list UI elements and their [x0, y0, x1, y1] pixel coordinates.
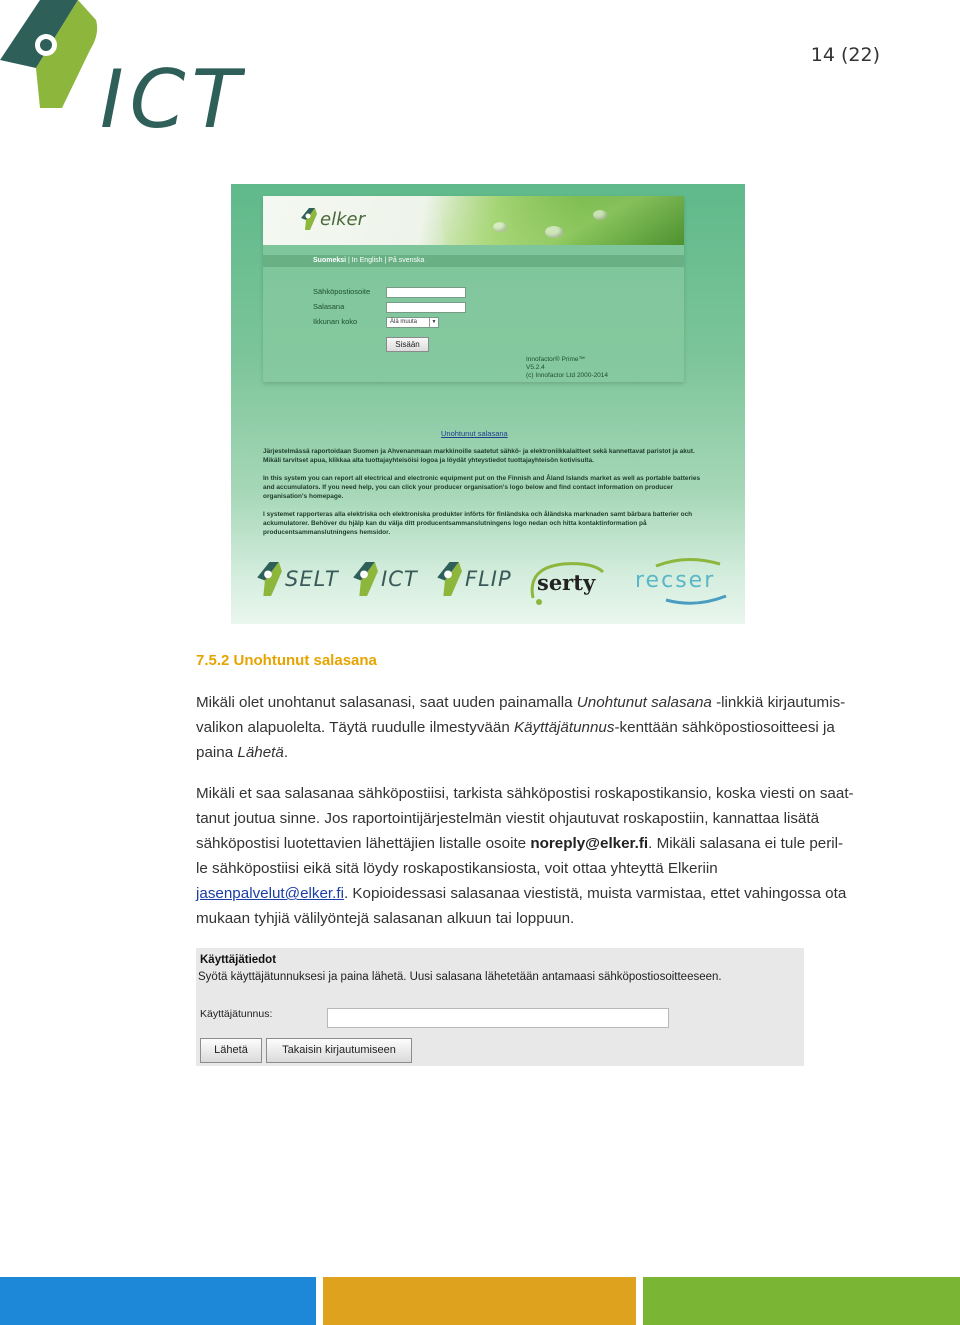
text: . Mikäli salasana ei tule peril-	[648, 835, 844, 852]
info-english: In this system you can report all electrical and electronic equipment put on the Finnish and Åland Islands market as well as portable batteries and accumulators. If you need help, you can click your producer organisation's logo below and find contact information on producer organisation's homepage.	[263, 475, 701, 500]
text: paina	[196, 744, 238, 761]
ict-logo-text: ICT	[381, 567, 418, 591]
text: Mikäli olet unohtanut salasanasi, saat uuden painamalla	[196, 694, 577, 711]
product-copyright: (c) Innofactor Ltd 2000-2014	[526, 372, 609, 379]
text: -kenttään sähköpostiosoitteesi ja	[614, 719, 835, 736]
product-version: V5.2.4	[526, 364, 545, 371]
ict-logo-mark-icon	[0, 0, 245, 135]
recser-logo[interactable]: recser	[635, 568, 716, 593]
partner-logos	[251, 556, 741, 610]
user-info-screenshot	[196, 948, 804, 1066]
language-separator: |	[346, 257, 352, 264]
footer-bar-blue	[0, 1277, 316, 1325]
flip-logo[interactable]	[433, 562, 512, 596]
elker-brand-text: elker	[320, 208, 365, 230]
password-input[interactable]	[386, 302, 466, 313]
paragraph-2	[196, 781, 896, 931]
send-button[interactable]: Lähetä	[200, 1038, 262, 1063]
text: -linkkiä kirjautumis-	[711, 694, 846, 711]
text: tanut joutua sinne. Jos raportointijärjestelmän viestit ohjautuvat roskapostiin, kannattaa lisätä	[196, 810, 820, 827]
water-drop-icon	[493, 222, 507, 232]
product-name: Innofactor® Prime™	[526, 356, 585, 363]
noreply-email: noreply@elker.fi	[530, 835, 649, 852]
login-button[interactable]: Sisään	[386, 337, 429, 352]
flip-mark-icon	[433, 562, 463, 596]
login-panel	[263, 196, 684, 382]
elker-logo	[299, 208, 365, 230]
selt-logo-text: SELT	[285, 567, 339, 591]
ict-mark-icon	[349, 562, 379, 596]
water-drop-icon	[545, 226, 563, 238]
username-term: Käyttäjätunnus	[514, 719, 615, 736]
serty-logo[interactable]: serty	[537, 570, 596, 595]
form-title: Käyttäjätiedot	[200, 954, 277, 966]
selt-mark-icon	[253, 562, 283, 596]
selt-logo[interactable]	[253, 562, 339, 596]
svg-text:ICT: ICT	[100, 53, 245, 135]
language-separator: |	[382, 257, 389, 264]
flip-logo-text: FLIP	[465, 567, 512, 591]
footer-bar-green	[643, 1277, 960, 1325]
info-swedish: I systemet rapporteras alla elektriska och elektroniska produkter införts för finländska och åländska marknaden samt bärbara batterier och ackumulatorer. Behöver du hjälp kan du välja ditt producentsammanslutningens logo nedan och hitta kontaktinformation på producentsammanslutningens hemsidor.	[263, 511, 693, 536]
text: .	[283, 744, 289, 761]
forgot-password-link[interactable]: Unohtunut salasana	[441, 429, 508, 438]
password-label: Salasana	[313, 302, 345, 311]
banner	[263, 196, 684, 245]
language-bar	[263, 255, 684, 267]
leaf-graphic	[438, 196, 684, 245]
back-to-login-button[interactable]: Takaisin kirjautumiseen	[266, 1038, 412, 1063]
forgot-password-term: Unohtunut salasana	[576, 694, 712, 711]
water-drop-icon	[593, 210, 607, 220]
paragraph-1	[196, 690, 896, 765]
text: valikon alapuolelta. Täytä ruudulle ilmestyvään	[196, 719, 514, 736]
ict-partner-logo[interactable]	[349, 562, 418, 596]
text: le sähköpostiisi eikä sitä löydy roskapostikansiosta, voit ottaa yhteyttä Elkeriin	[196, 860, 718, 877]
language-finnish[interactable]: Suomeksi	[313, 257, 347, 264]
language-swedish-link[interactable]: På svenska	[388, 257, 425, 264]
text: . Kopioidessasi salasanaa viestistä, muista varmistaa, ettet vahingossa ota	[343, 885, 847, 902]
page-number: 14 (22)	[810, 44, 880, 66]
window-size-select[interactable]	[386, 317, 439, 328]
elker-mark-icon	[299, 208, 317, 230]
text: Mikäli et saa salasanaa sähköpostiisi, tarkista sähköpostisi roskapostikansio, koska viesti on saat-	[196, 785, 854, 802]
ict-logo	[0, 0, 245, 135]
form-description: Syötä käyttäjätunnuksesi ja paina lähetä. Uusi salasana lähetetään antamaasi sähköpostiosoitteeseen.	[198, 971, 722, 983]
window-size-value: Älä muuta	[390, 319, 418, 325]
login-page-screenshot	[231, 184, 745, 624]
window-size-label: Ikkunan koko	[313, 317, 358, 326]
section-heading: 7.5.2 Unohtunut salasana	[196, 652, 377, 669]
text: mukaan tyhjiä välilyöntejä salasanan alkuun tai loppuun.	[196, 910, 575, 927]
product-info	[526, 356, 608, 380]
chevron-down-icon: ▼	[429, 318, 438, 327]
email-input[interactable]	[386, 287, 466, 298]
support-email-link[interactable]: jasenpalvelut@elker.fi	[196, 885, 344, 902]
username-input[interactable]	[327, 1008, 669, 1028]
footer-bar-orange	[323, 1277, 636, 1325]
info-finnish: Järjestelmässä raportoidaan Suomen ja Ahvenanmaan markkinoille saatetut sähkö- ja elektroniikkalaitteet sekä kannettavat paristot ja akut. Mikäli tarvitset apua, klikkaa alta tuottajayhteisöisi logoa ja löydät yhteystiedot tuottajayhteisön kotivisulta.	[263, 448, 695, 464]
text: sähköpostisi luotettavien lähettäjien listalle osoite	[196, 835, 531, 852]
send-term: Lähetä	[237, 744, 284, 761]
username-label: Käyttäjätunnus:	[200, 1008, 273, 1020]
language-english-link[interactable]: In English	[351, 257, 383, 264]
email-label: Sähköpostiosoite	[313, 287, 371, 296]
